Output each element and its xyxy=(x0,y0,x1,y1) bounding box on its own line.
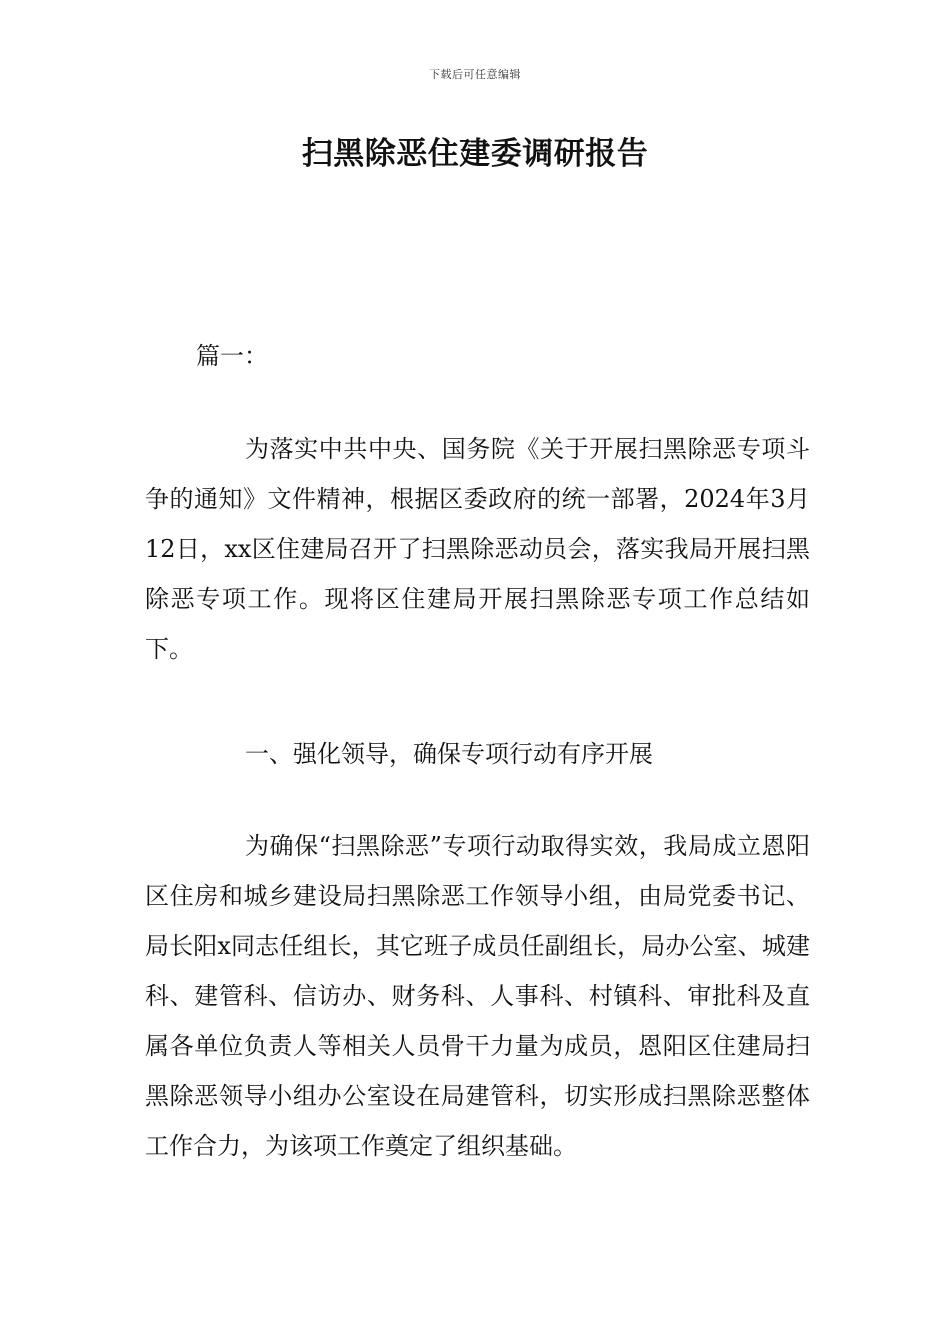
paragraph-leadership: 为确保“扫黑除恶”专项行动取得实效，我局成立恩阳区住房和城乡建设局扫黑除恶工作领导小组，由局党委书记、局长阳x同志任组长，其它班子成员任副组长，局办公室、城建科、建管科、信访办、财务科、人事科、村镇科、审批科及直属各单位负责人等相关人员骨干力量为成员，恩阳区住建局扫黑除恶领导小组办公室设在局建管科，切实形成扫黑除恶整体工作合力，为该项工作奠定了组织基础。 xyxy=(145,832,810,1160)
section-label: 篇一： xyxy=(196,342,268,370)
document-title: 扫黑除恶住建委调研报告 xyxy=(301,136,649,172)
paragraph-intro: 为落实中共中央、国务院《关于开展扫黑除恶专项斗争的通知》文件精神，根据区委政府的统一部署，2024年3月12日，xx区住建局召开了扫黑除恶动员会，落实我局开展扫黑除恶专项工作。现将区住建局开展扫黑除恶专项工作总结如下。 xyxy=(145,435,810,663)
header-note: 下载后可任意编辑 xyxy=(429,68,521,81)
section-heading: 一、强化领导，确保专项行动有序开展 xyxy=(245,740,653,768)
